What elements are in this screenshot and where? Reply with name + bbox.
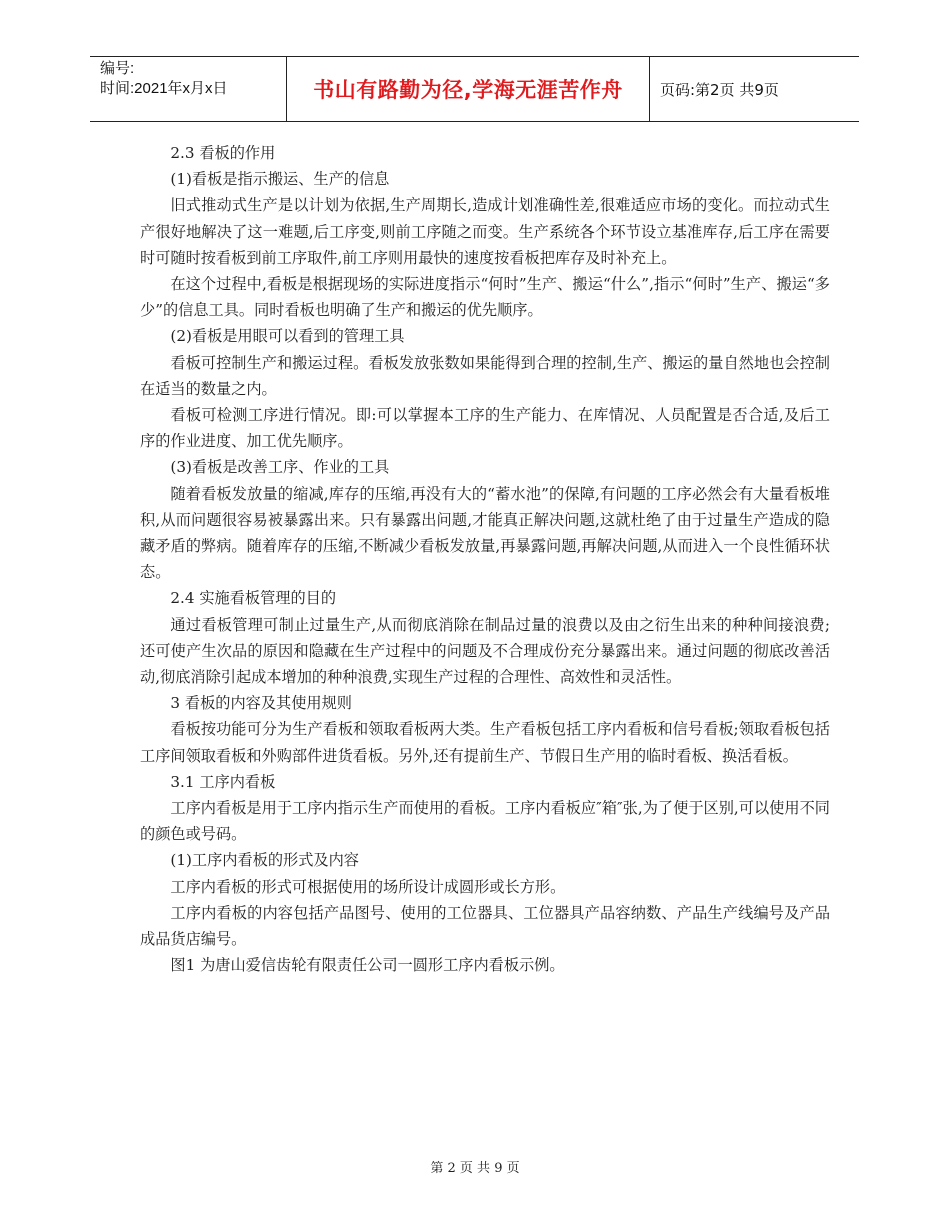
subheading-1-form: (1)工序内看板的形式及内容 (170, 851, 359, 870)
paragraph: 随着看板发放量的缩减,库存的压缩,再没有大的“蓄水池”的保障,有问题的工序必然会有大量看板堆积,从而问题很容易被暴露出来。只有暴露出问题,才能真正解决问题,这就杜绝了由于过量生产造成的隐藏矛盾的弊病。随着库存的压缩,不断减少看板发放量,再暴露问题,再解决问题,从而进入一个良性循环状态。 (140, 484, 830, 582)
header-motto: 书山有路勤为径,学海无涯苦作舟 (286, 57, 650, 121)
subheading-2: (2)看板是用眼可以看到的管理工具 (170, 327, 405, 346)
section-heading-3: 3 看板的内容及其使用规则 (170, 694, 352, 713)
subheading-1: (1)看板是指示搬运、生产的信息 (170, 170, 390, 189)
section-heading-3-1: 3.1 工序内看板 (170, 772, 276, 791)
time-label: 时间:2021年x月x日 (100, 80, 228, 97)
paragraph: 工序内看板的形式可根据使用的场所设计成圆形或长方形。 (170, 877, 566, 896)
paragraph: 在这个过程中,看板是根据现场的实际进度指示“何时”生产、搬运“什么”,指示“何时”生产、搬运“多少”的信息工具。同时看板也明确了生产和搬运的优先顺序。 (140, 275, 830, 320)
paragraph: 工序内看板的内容包括产品图号、使用的工位器具、工位器具产品容纳数、产品生产线编号及产品成品货店编号。 (140, 903, 830, 949)
section-heading-2-4: 2.4 实施看板管理的目的 (170, 589, 337, 608)
paragraph: 旧式推动式生产是以计划为依据,生产周期长,造成计划准确性差,很难适应市场的变化。而拉动式生产很好地解决了这一难题,后工序变,则前工序随之而变。生产系统各个环节设立基准库存,后工序在需要时可随时按看板到前工序取件,前工序则用最快的速度按看板把库存及时补充上。 (140, 196, 830, 267)
header-page-info: 页码:第2页 共9页 (660, 80, 779, 99)
code-label: 编号: (100, 60, 135, 77)
page-footer: 第 2 页 共 9 页 (430, 1161, 520, 1176)
paragraph: 看板按功能可分为生产看板和领取看板两大类。生产看板包括工序内看板和信号看板;领取看板包括工序间领取看板和外购部件进货看板。另外,还有提前生产、节假日生产用的临时看板、换活看板。 (140, 720, 830, 765)
paragraph: 看板可检测工序进行情况。即:可以掌握本工序的生产能力、在库情况、人员配置是否合适,及后工序的作业进度、加工优先顺序。 (140, 406, 830, 451)
paragraph: 通过看板管理可制止过量生产,从而彻底消除在制品过量的浪费以及由之衍生出来的种种间接浪费;还可使产生次品的原因和隐藏在生产过程中的问题及不合理成份充分暴露出来。通过问题的彻底改善活动,彻底消除引起成本增加的种种浪费,实现生产过程的合理性、高效性和灵活性。 (140, 615, 830, 687)
section-heading-2-3: 2.3 看板的作用 (170, 144, 276, 162)
subheading-3: (3)看板是改善工序、作业的工具 (170, 458, 390, 477)
page-header (90, 56, 859, 122)
header-meta (90, 57, 286, 121)
figure-caption-ref: 图1 为唐山爱信齿轮有限责任公司一圆形工序内看板示例。 (170, 956, 565, 975)
paragraph: 看板可控制生产和搬运过程。看板发放张数如果能得到合理的控制,生产、搬运的量自然地也会控制在适当的数量之内。 (140, 353, 830, 398)
paragraph: 工序内看板是用于工序内指示生产而使用的看板。工序内看板应″箱″张,为了便于区别,可以使用不同的颜色或号码。 (140, 799, 830, 844)
document-body (140, 140, 830, 979)
